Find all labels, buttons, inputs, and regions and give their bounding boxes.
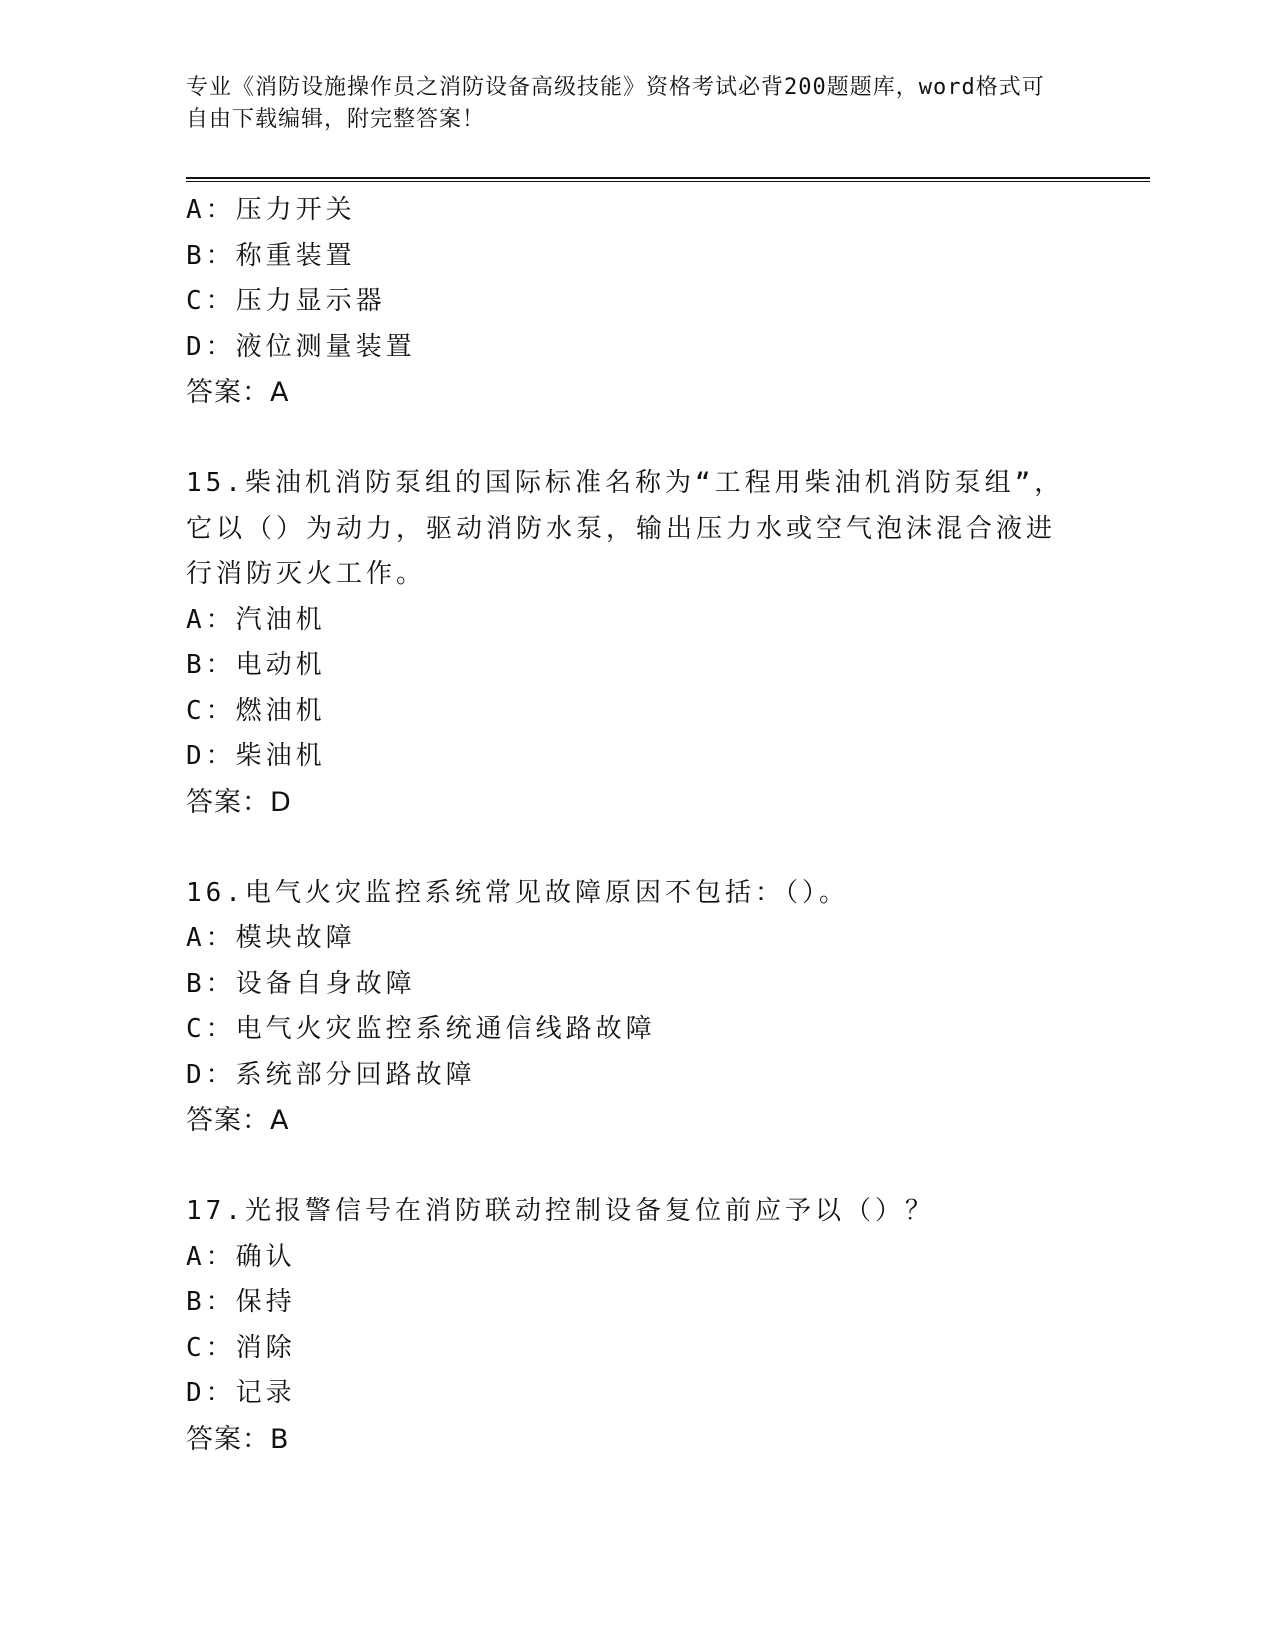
option-a: A：模块故障: [186, 923, 356, 953]
question-list: [186, 188, 1086, 1462]
answer-line: 答案：A: [186, 1105, 290, 1136]
document-header: 专业《消防设施操作员之消防设备高级技能》资格考试必背200题题库，word格式可自由下载编辑，附完整答案！: [186, 75, 1045, 132]
option-c: C：电气火灾监控系统通信线路故障: [186, 1014, 656, 1044]
question-16: [186, 871, 1086, 1144]
option-d: D：柴油机: [186, 741, 326, 771]
option-c: C：压力显示器: [186, 286, 386, 316]
question-stem: 16.电气火灾监控系统常见故障原因不包括：（）。: [186, 877, 849, 908]
answer-line: 答案：A: [186, 377, 290, 408]
option-d: D：液位测量装置: [186, 331, 416, 362]
answer-line: 答案：B: [186, 1423, 290, 1455]
spacer: [186, 825, 1086, 871]
option-a: A：汽油机: [186, 604, 326, 635]
option-c: C：消除: [186, 1332, 296, 1363]
option-b: B：设备自身故障: [186, 968, 416, 999]
option-b: B：保持: [186, 1287, 296, 1317]
answer-line: 答案：D: [186, 786, 292, 818]
option-c: C：燃油机: [186, 695, 326, 726]
question-17: [186, 1189, 1086, 1462]
question-14: [186, 188, 1086, 416]
option-b: B：称重装置: [186, 240, 356, 271]
option-a: A：确认: [186, 1241, 296, 1272]
question-stem: 17.光报警信号在消防联动控制设备复位前应予以（）？: [186, 1196, 935, 1226]
option-d: D：系统部分回路故障: [186, 1059, 476, 1090]
question-stem: 15.柴油机消防泵组的国际标准名称为“工程用柴油机消防泵组”，它以（）为动力，驱动消防水泵，输出压力水或空气泡沫混合液进行消防灭火工作。: [186, 468, 1065, 589]
option-b: B：电动机: [186, 650, 326, 680]
spacer: [186, 416, 1086, 462]
question-15: [186, 461, 1086, 825]
option-a: A：压力开关: [186, 195, 356, 225]
header-divider-thin: [186, 181, 1150, 182]
header-divider-thick: [186, 177, 1150, 179]
spacer: [186, 1144, 1086, 1190]
option-d: D：记录: [186, 1378, 296, 1408]
